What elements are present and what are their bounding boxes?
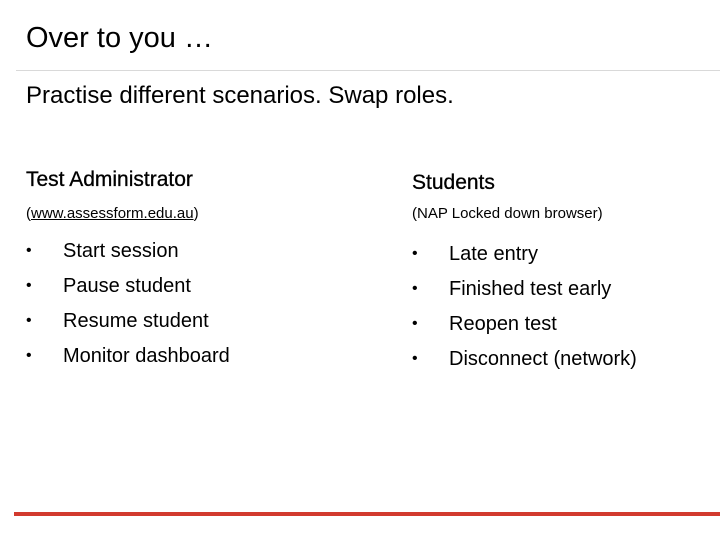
list-item-text: Finished test early	[449, 278, 612, 300]
list-item-text: Monitor dashboard	[63, 345, 230, 367]
bullet-icon: •	[412, 350, 418, 367]
bullet-icon: •	[412, 280, 418, 297]
slide-subtitle: Practise different scenarios. Swap roles.	[26, 82, 454, 109]
students-heading: Students	[412, 171, 495, 194]
list-item	[26, 309, 209, 344]
test-administrator-column	[26, 168, 230, 379]
list-item-text: Reopen test	[449, 313, 557, 335]
assessform-link[interactable]: www.assessform.edu.au	[31, 205, 194, 222]
students-subheading: (NAP Locked down browser)	[412, 205, 603, 222]
list-item-text: Resume student	[63, 310, 209, 332]
students-column	[412, 168, 637, 382]
students-list	[412, 242, 637, 382]
bullet-icon: •	[26, 347, 32, 364]
list-item	[412, 277, 612, 312]
list-item	[26, 344, 230, 379]
bullet-icon: •	[412, 315, 418, 332]
list-item	[412, 347, 637, 382]
bullet-icon: •	[26, 242, 32, 259]
title-divider	[16, 70, 720, 71]
list-item-text: Late entry	[449, 243, 538, 265]
list-item	[412, 312, 603, 347]
paren-open: (	[26, 205, 31, 222]
test-administrator-heading: Test Administrator	[26, 168, 193, 191]
list-item-text: Start session	[63, 240, 179, 262]
list-item	[412, 242, 603, 277]
list-item-text: Disconnect (network)	[449, 348, 637, 370]
test-administrator-subheading	[26, 205, 199, 222]
list-item	[26, 239, 199, 274]
list-item-text: Pause student	[63, 275, 191, 297]
bullet-icon: •	[26, 277, 32, 294]
slide-title: Over to you …	[26, 22, 213, 54]
paren-close: )	[193, 205, 199, 222]
list-item	[26, 274, 199, 309]
test-administrator-list	[26, 239, 230, 379]
bullet-icon: •	[26, 312, 32, 329]
footer-accent-bar	[14, 512, 720, 516]
bullet-icon: •	[412, 245, 418, 262]
